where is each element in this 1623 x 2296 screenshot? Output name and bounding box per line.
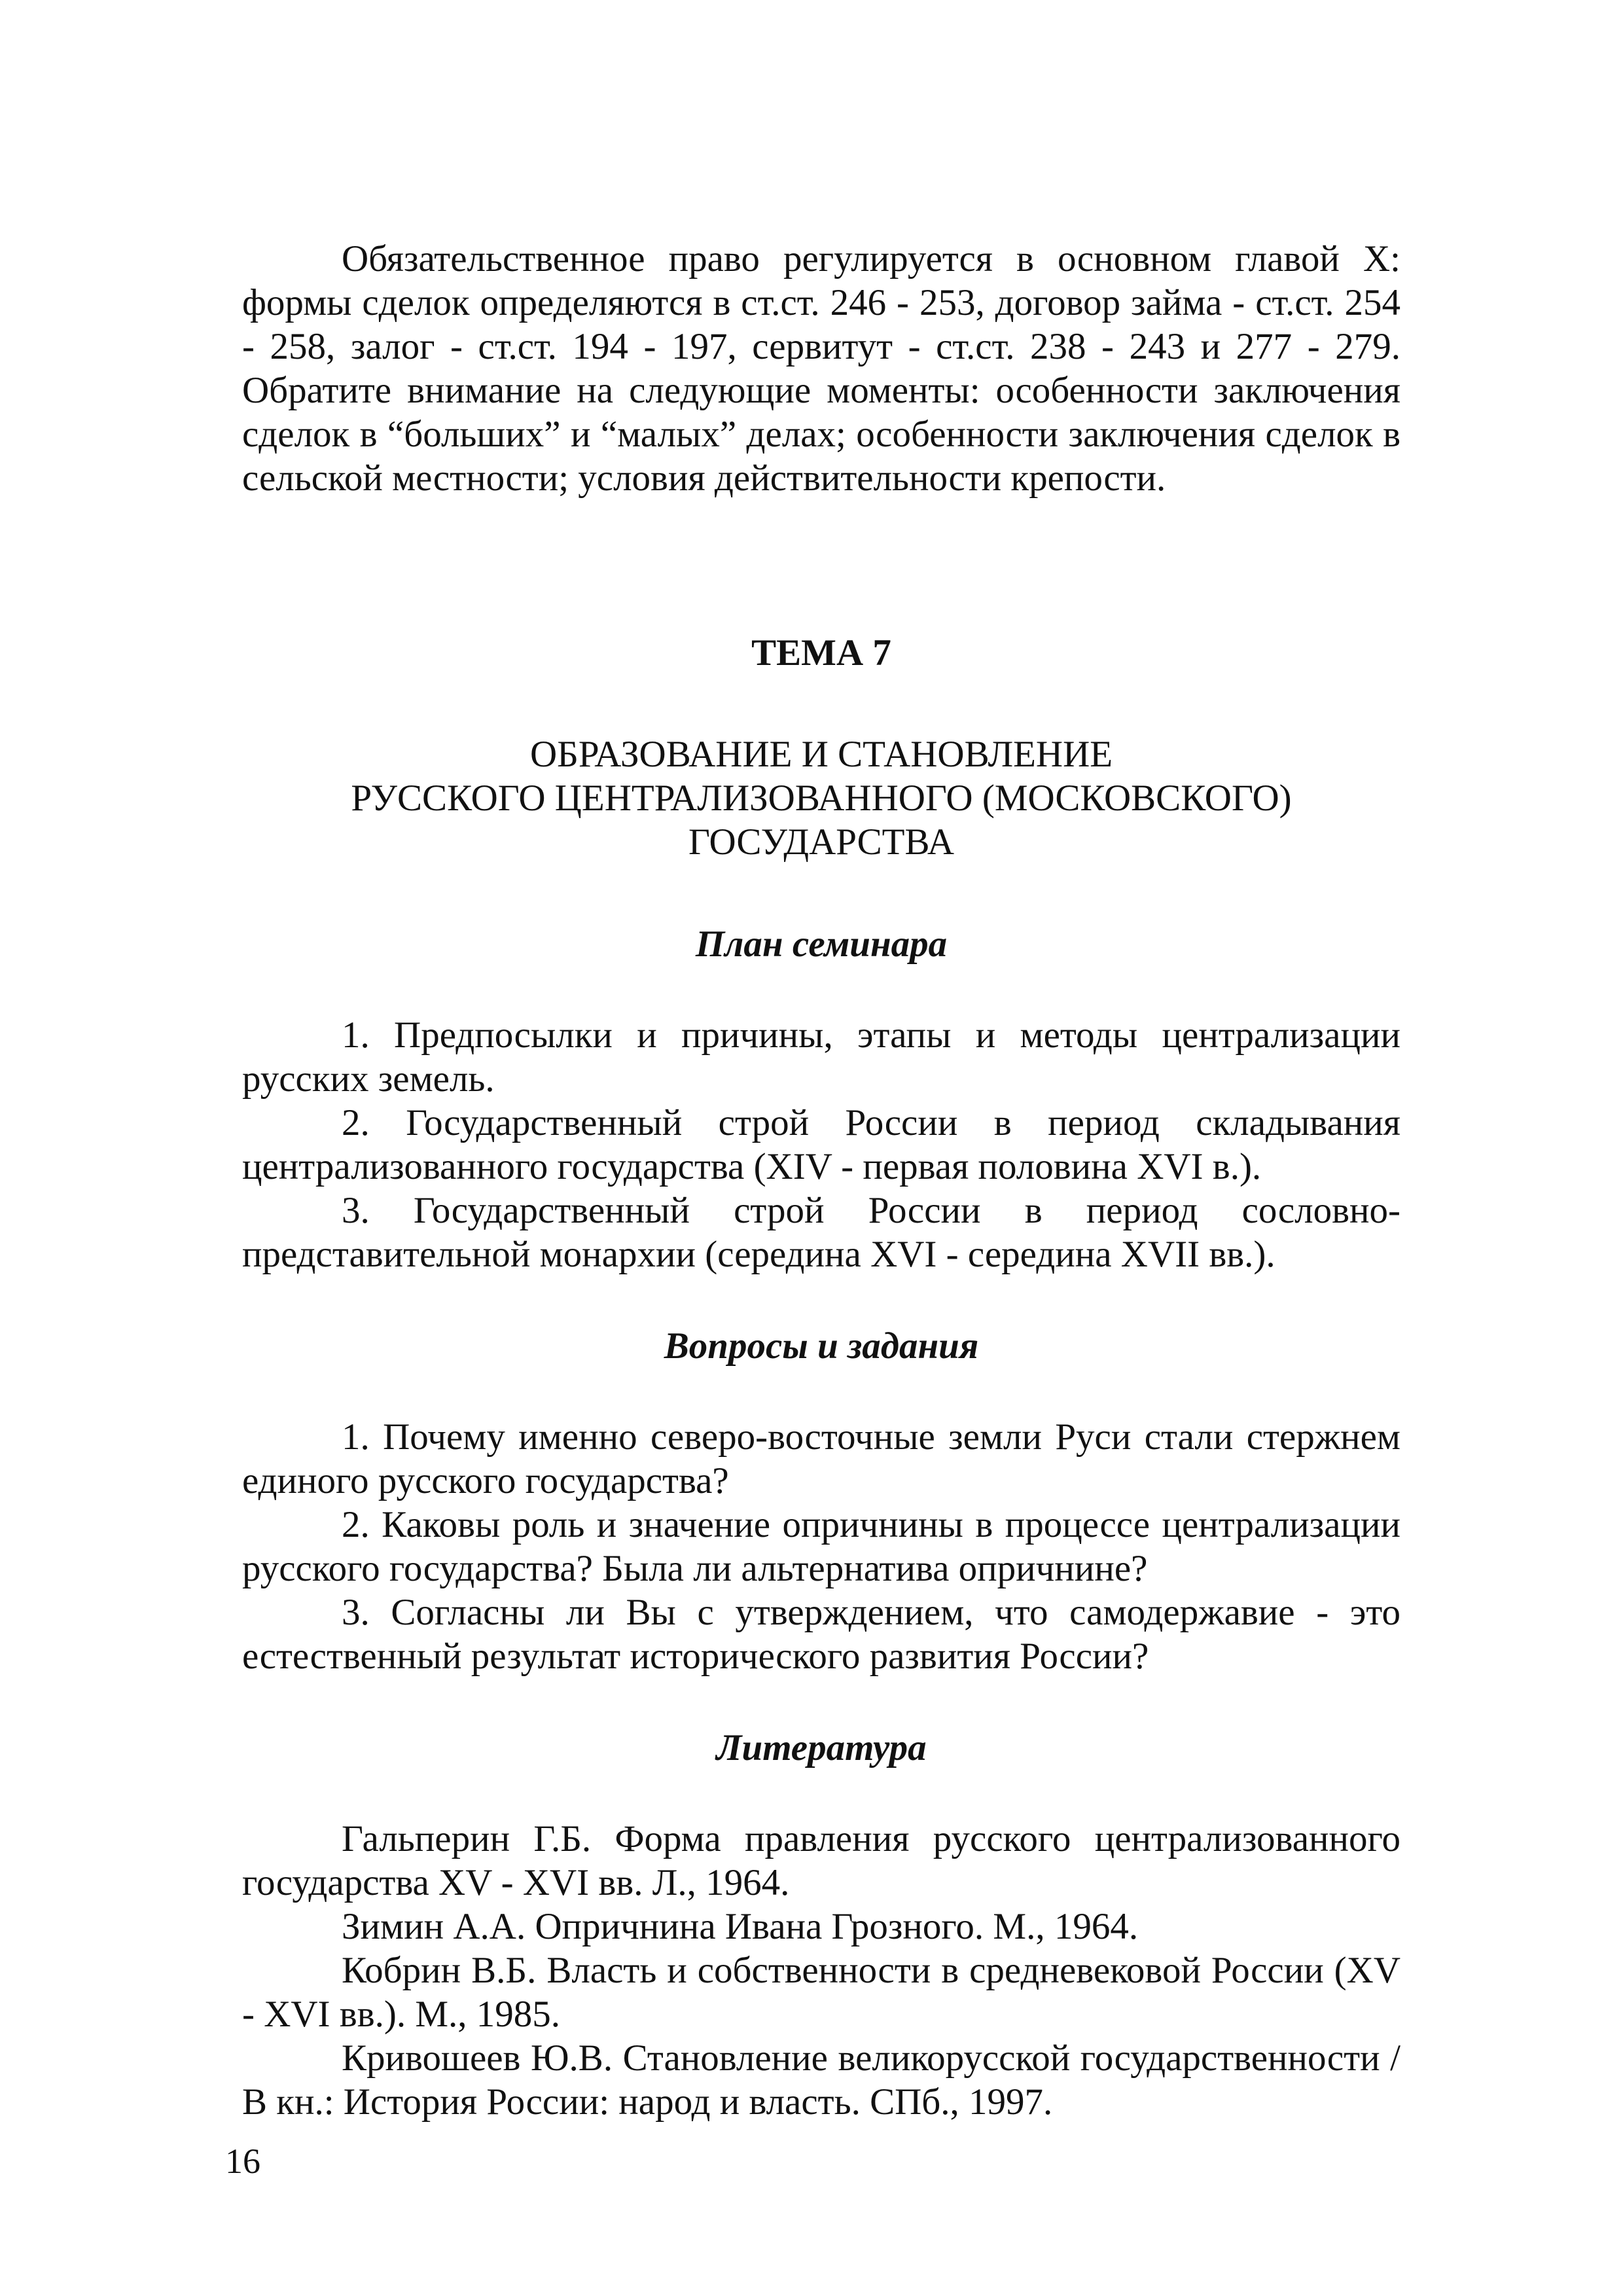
topic-title-line: ГОСУДАРСТВА xyxy=(688,821,955,863)
literature-item: Зимин А.А. Опричнина Ивана Грозного. М., 1964. xyxy=(342,1906,1139,1947)
question-item: 1. Почему именно северо-восточные земли Руси стали стержнем единого русского государства? xyxy=(242,1416,1400,1501)
seminar-plan-item: 1. Предпосылки и причины, этапы и методы централизации русских земель. xyxy=(242,1014,1400,1100)
question-item: 2. Каковы роль и значение опричнины в процессе централизации русского государства? Была ли альтернатива опричнине? xyxy=(242,1504,1400,1589)
topic-title-line: ОБРАЗОВАНИЕ И СТАНОВЛЕНИЕ xyxy=(529,734,1113,775)
topic-title-line: РУССКОГО ЦЕНТРАЛИЗОВАННОГО (МОСКОВСКОГО) xyxy=(351,778,1292,819)
literature-item: Гальперин Г.Б. Форма правления русского централизованного государства XV - XVI вв. Л., 1964. xyxy=(242,1818,1400,1903)
page-number: 16 xyxy=(225,2142,260,2181)
literature-item: Кобрин В.Б. Власть и собственности в средневековой России (XV - XVI вв.). М., 1985. xyxy=(242,1950,1400,2035)
question-item: 3. Согласны ли Вы с утверждением, что самодержавие - это естественный результат исторического развития России? xyxy=(242,1592,1400,1677)
page-content xyxy=(242,237,1400,2124)
topic-title xyxy=(242,732,1400,864)
seminar-plan-heading: План семинара xyxy=(695,924,948,965)
topic-label: ТЕМА 7 xyxy=(751,632,891,673)
seminar-plan-item: 2. Государственный строй России в период складывания централизованного государства (XIV - первая половина XVI в.). xyxy=(242,1102,1400,1187)
seminar-plan-item: 3. Государственный строй России в период сословно-представительной монархии (середина XVI - середина XVII вв.). xyxy=(242,1190,1400,1275)
questions-heading: Вопросы и задания xyxy=(664,1325,979,1367)
literature-item: Кривошеев Ю.В. Становление великорусской государственности / В кн.: История России: народ и власть. СПб., 1997. xyxy=(242,2037,1400,2123)
intro-paragraph: Обязательственное право регулируется в основном главой X: формы сделок определяются в ст.ст. 246 - 253, договор займа - ст.ст. 254 - 258, залог - ст.ст. 194 - 197, сервитут - ст.ст. 238 - 243 и 277 - 279. Обратите внимание на следующие моменты: особенности заключения сделок в “больших” и “малых” делах; особенности заключения сделок в сельской местности; условия действительности крепости. xyxy=(242,238,1400,499)
literature-heading: Литература xyxy=(716,1727,927,1768)
